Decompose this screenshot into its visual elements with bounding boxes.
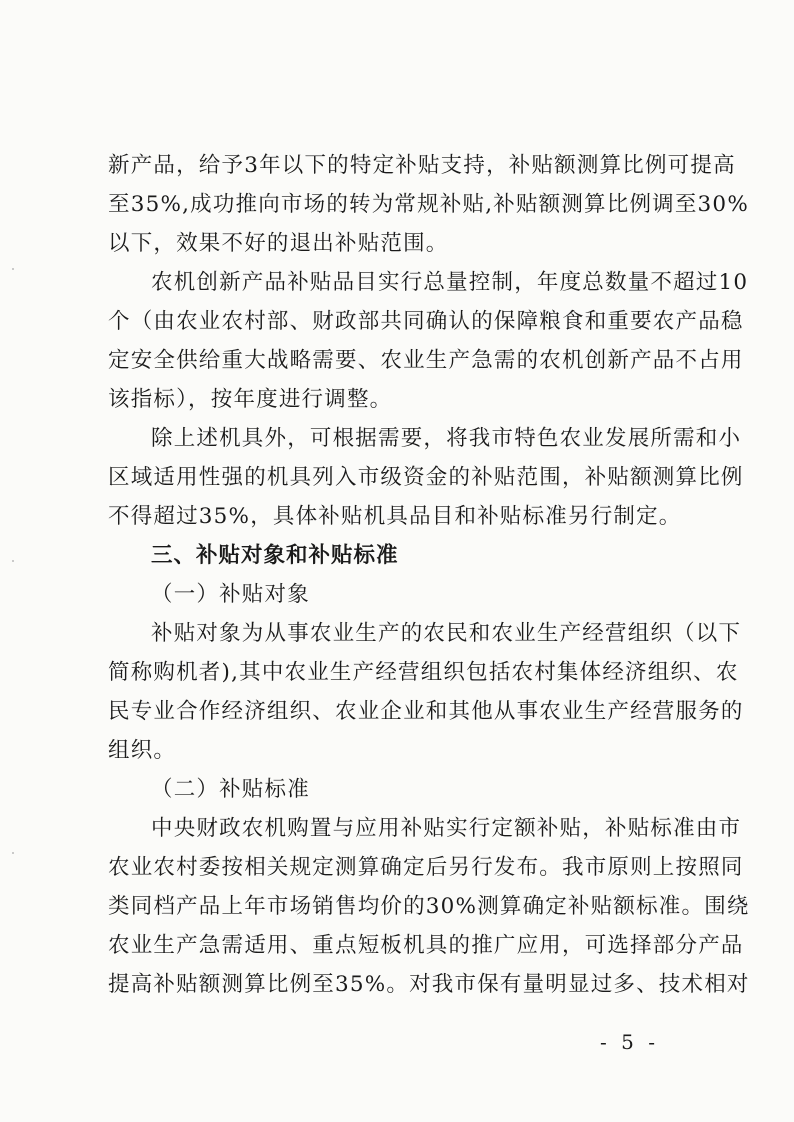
text-line: 以下，效果不好的退出补贴范围。: [108, 231, 449, 256]
section-heading: 三、补贴对象和补贴标准: [151, 543, 399, 568]
text-line: 民专业合作经济组织、农业企业和其他从事农业生产经营服务的: [108, 699, 744, 724]
body-text: [108, 146, 750, 1004]
text-line: 简称购机者),其中农业生产经营组织包括农村集体经济组织、农: [108, 660, 739, 685]
text-line: 个（由农业农村部、财政部共同确认的保障粮食和重要农产品稳: [108, 309, 744, 334]
text-line: 新产品，给予3年以下的特定补贴支持，补贴额测算比例可提高: [108, 153, 736, 178]
text-line: 提高补贴额测算比例至35%。对我市保有量明显过多、技术相对: [108, 972, 750, 997]
text-line: 农业生产急需适用、重点短板机具的推广应用，可选择部分产品: [108, 933, 744, 958]
scan-speck: [12, 268, 14, 270]
text-line: 农业农村委按相关规定测算确定后另行发布。我市原则上按照同: [108, 855, 744, 880]
text-line: 组织。: [108, 738, 177, 763]
subsection-heading: （二）补贴标准: [151, 777, 310, 802]
text-line: 至35%,成功推向市场的转为常规补贴,补贴额测算比例调至30%: [108, 192, 749, 217]
text-line: 不得超过35%，具体补贴机具品目和补贴标准另行制定。: [108, 504, 682, 529]
text-line: 补贴对象为从事农业生产的农民和农业生产经营组织（以下: [151, 621, 742, 646]
text-line: 农机创新产品补贴品目实行总量控制，年度总数量不超过10: [151, 270, 749, 295]
subsection-heading: （一）补贴对象: [151, 582, 310, 607]
text-line: 除上述机具外，可根据需要，将我市特色农业发展所需和小: [151, 426, 742, 451]
scan-speck: [12, 852, 14, 854]
text-line: 该指标），按年度进行调整。: [108, 387, 393, 412]
text-line: 中央财政农机购置与应用补贴实行定额补贴，补贴标准由市: [151, 816, 742, 841]
page-number: - 5 -: [600, 1030, 659, 1054]
text-line: 类同档产品上年市场销售均价的30%测算确定补贴额标准。围绕: [108, 894, 750, 919]
scan-speck: [12, 560, 14, 562]
text-line: 区域适用性强的机具列入市级资金的补贴范围，补贴额测算比例: [108, 465, 744, 490]
text-line: 定安全供给重大战略需要、农业生产急需的农机创新产品不占用: [108, 348, 744, 373]
